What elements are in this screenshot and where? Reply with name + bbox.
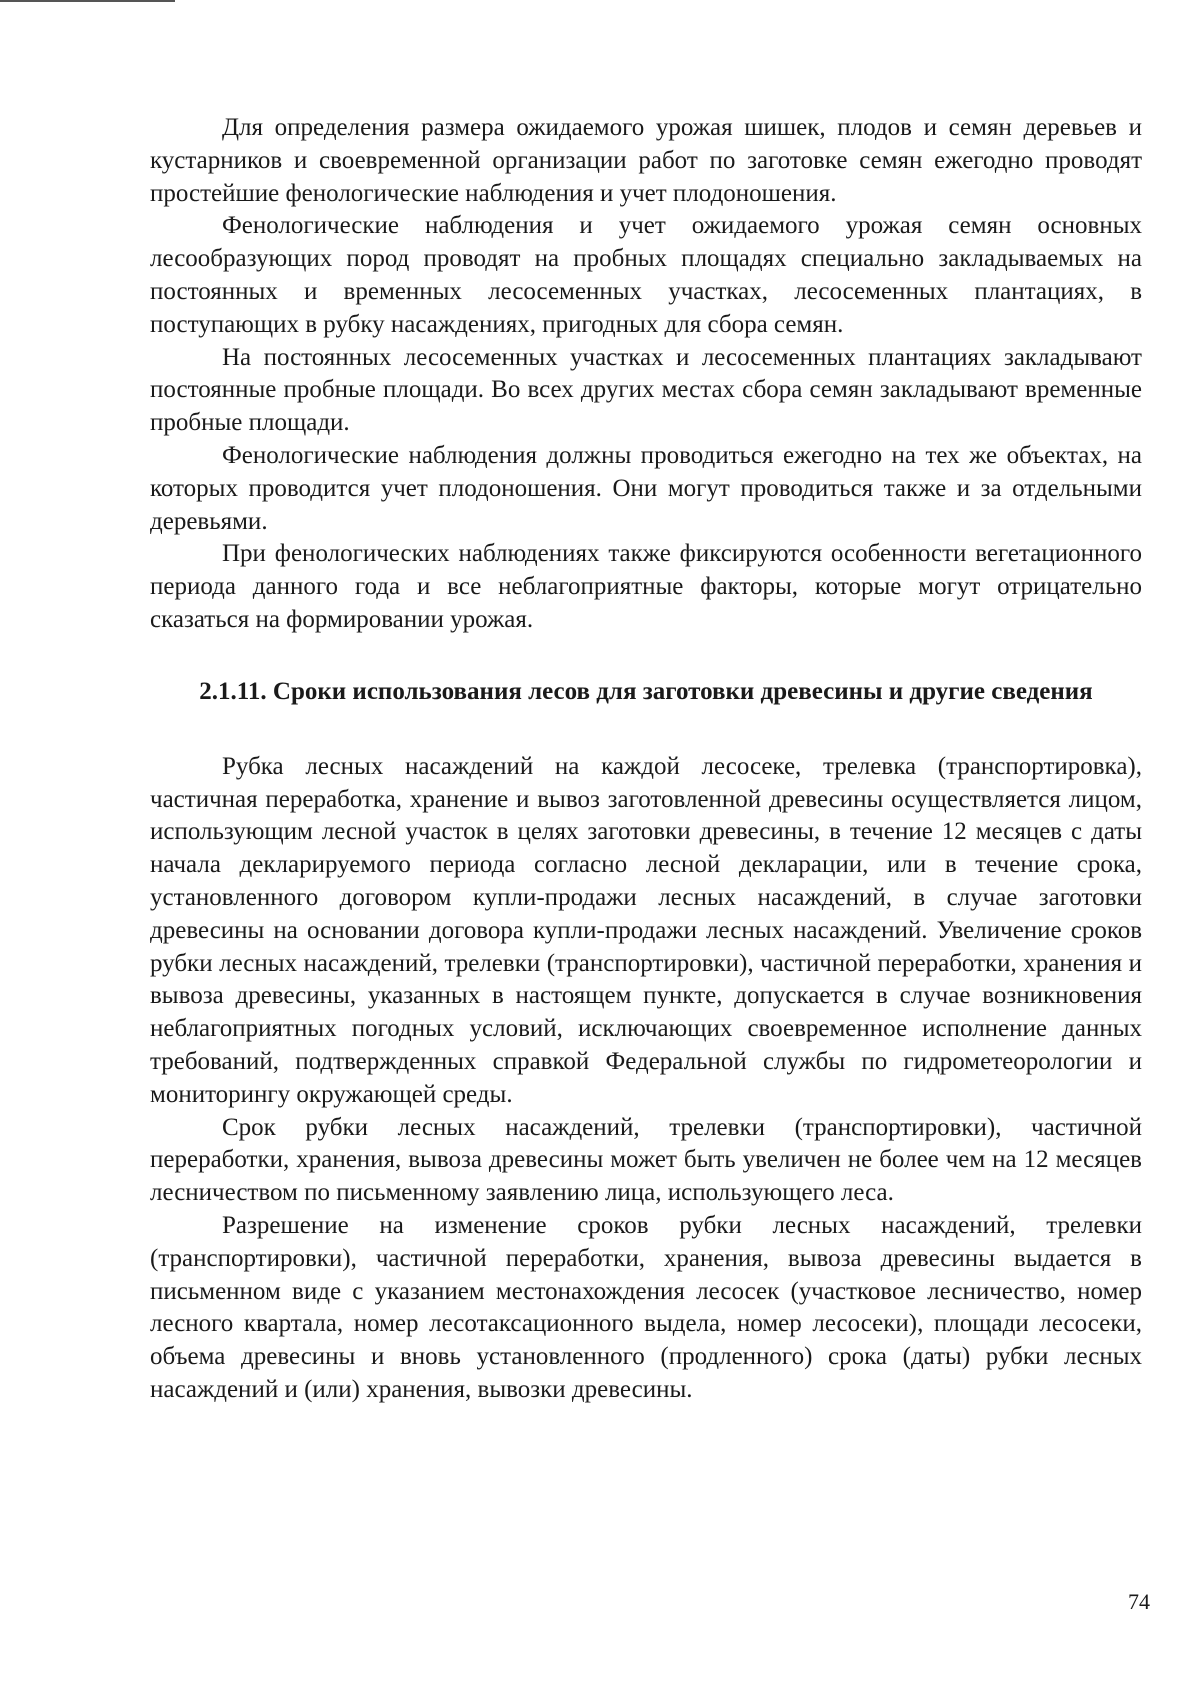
section-heading: 2.1.11. Сроки использования лесов для заготовки древесины и другие сведения (199, 677, 1093, 705)
paragraph-annual-observations: Фенологические наблюдения должны проводиться ежегодно на тех же объектах, на которых проводится учет плодоношения. Они могут проводиться также и за отдельными деревьями. (150, 441, 1142, 535)
paragraph-change-permission: Разрешение на изменение сроков рубки лесных насаждений, трелевки (транспортировки), частичной переработки, хранения, вывоза древесины выдается в письменном виде с указанием местонахождения лесосек (участковое лесничество, номер лесного квартала, номер лесотаксационного выдела, номер лесосеки), площади лесосеки, объема древесины и вновь установленного (продленного) срока (даты) рубки лесных насаждений и (или) хранения, вывозки древесины. (150, 1211, 1142, 1403)
page-body (150, 112, 1142, 1407)
paragraph-sample-plots: На постоянных лесосеменных участках и лесосеменных плантациях закладывают постоянные пробные площади. Во всех других местах сбора семян закладывают временные пробные площади. (150, 343, 1142, 437)
paragraph-phenological-observations: Фенологические наблюдения и учет ожидаемого урожая семян основных лесообразующих пород проводят на пробных площадях специально закладываемых на постоянных и временных лесосеменных участках, лесосеменных плантациях, в поступающих в рубку насаждениях, пригодных для сбора семян. (150, 212, 1142, 338)
paragraph-felling-terms: Рубка лесных насаждений на каждой лесосеке, трелевка (транспортировка), частичная переработка, хранение и вывоз заготовленной древесины осуществляется лицом, использующим лесной участок в целях заготовки древесины, в течение 12 месяцев с даты начала декларируемого периода согласно лесной декларации, или в течение срока, установленного договором купли-продажи лесных насаждений, в случае заготовки древесины на основании договора купли-продажи лесных насаждений. Увеличение сроков рубки лесных насаждений, трелевки (транспортировки), частичной переработки, хранения и вывоза древесины, указанных в настоящем пункте, допускается в случае возникновения неблагоприятных погодных условий, исключающих своевременное исполнение данных требований, подтвержденных справкой Федеральной службы по гидрометеорологии и мониторингу окружающей среды. (150, 752, 1142, 1108)
paragraph-vegetation-period: При фенологических наблюдениях также фиксируются особенности вегетационного периода данного года и все неблагоприятные факторы, которые могут отрицательно сказаться на формировании урожая. (150, 540, 1142, 633)
page-number: 74 (1128, 1589, 1150, 1614)
scan-edge-line (0, 0, 175, 2)
paragraph-seed-harvest-forecast: Для определения размера ожидаемого урожая шишек, плодов и семян деревьев и кустарников и своевременной организации работ по заготовке семян ежегодно проводят простейшие фенологические наблюдения и учет плодоношения. (150, 114, 1142, 207)
paragraph-term-extension: Срок рубки лесных насаждений, трелевки (транспортировки), частичной переработки, хранения, вывоза древесины может быть увеличен не более чем на 12 месяцев лесничеством по письменному заявлению лица, использующего леса. (150, 1113, 1142, 1207)
